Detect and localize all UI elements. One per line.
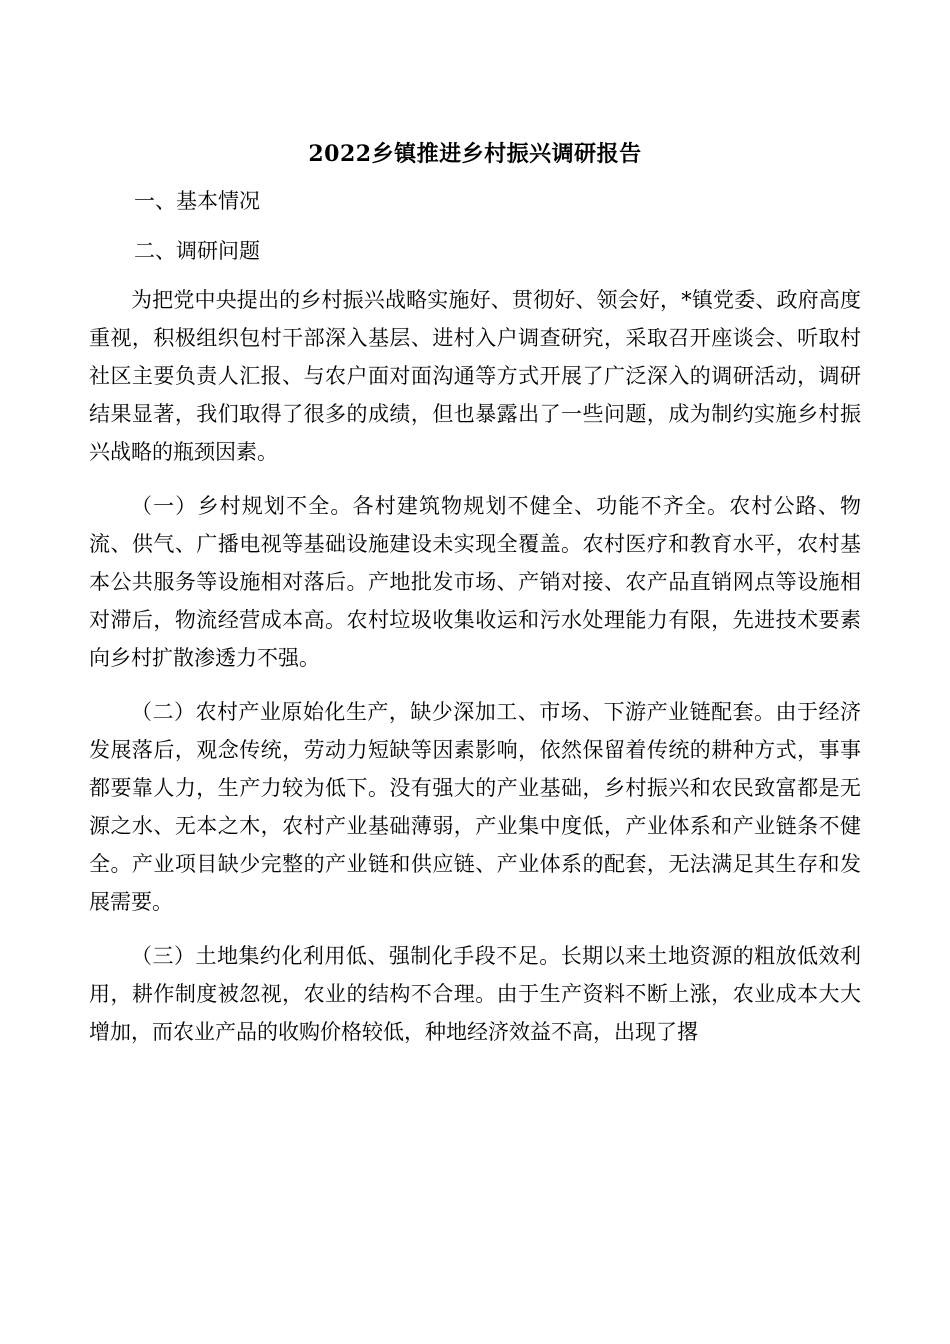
paragraph-issue-1: （一）乡村规划不全。各村建筑物规划不健全、功能不齐全。农村公路、物流、供气、广播电视等基础设施建设未实现全覆盖。农村医疗和教育水平，农村基本公共服务等设施相对落后。产地批发市场、产销对接、农产品直销网点等设施相对滞后，物流经营成本高。农村垃圾收集收运和污水处理能力有限，先进技术要素向乡村扩散渗透力不强。 (89, 494, 861, 670)
paragraph-issue-3: （三）土地集约化利用低、强制化手段不足。长期以来土地资源的粗放低效利用，耕作制度被忽视，农业的结构不合理。由于生产资料不断上涨，农业成本大大增加，而农业产品的收购价格较低，种地经济效益不高，出现了撂 (89, 944, 861, 1044)
section-heading-basic-situation: 一、基本情况 (134, 189, 260, 213)
paragraph-intro: 为把党中央提出的乡村振兴战略实施好、贯彻好、领会好，*镇党委、政府高度重视，积极组织包村干部深入基层、进村入户调查研究，采取召开座谈会、听取村社区主要负责人汇报、与农户面对面沟通等方式开展了广泛深入的调研活动，调研结果显著，我们取得了很多的成绩，但也暴露出了一些问题，成为制约实施乡村振兴战略的瓶颈因素。 (89, 288, 861, 464)
document-title: 2022乡镇推进乡村振兴调研报告 (308, 141, 642, 167)
section-heading-research-issues: 二、调研问题 (134, 239, 260, 263)
document-body (89, 281, 861, 1067)
paragraph-issue-2: （二）农村产业原始化生产，缺少深加工、市场、下游产业链配套。由于经济发展落后，观念传统，劳动力短缺等因素影响，依然保留着传统的耕种方式，事事都要靠人力，生产力较为低下。没有强大的产业基础，乡村振兴和农民致富都是无源之水、无本之木，农村产业基础薄弱，产业集中度低，产业体系和产业链条不健全。产业项目缺少完整的产业链和供应链、产业体系的配套，无法满足其生存和发展需要。 (89, 700, 861, 914)
